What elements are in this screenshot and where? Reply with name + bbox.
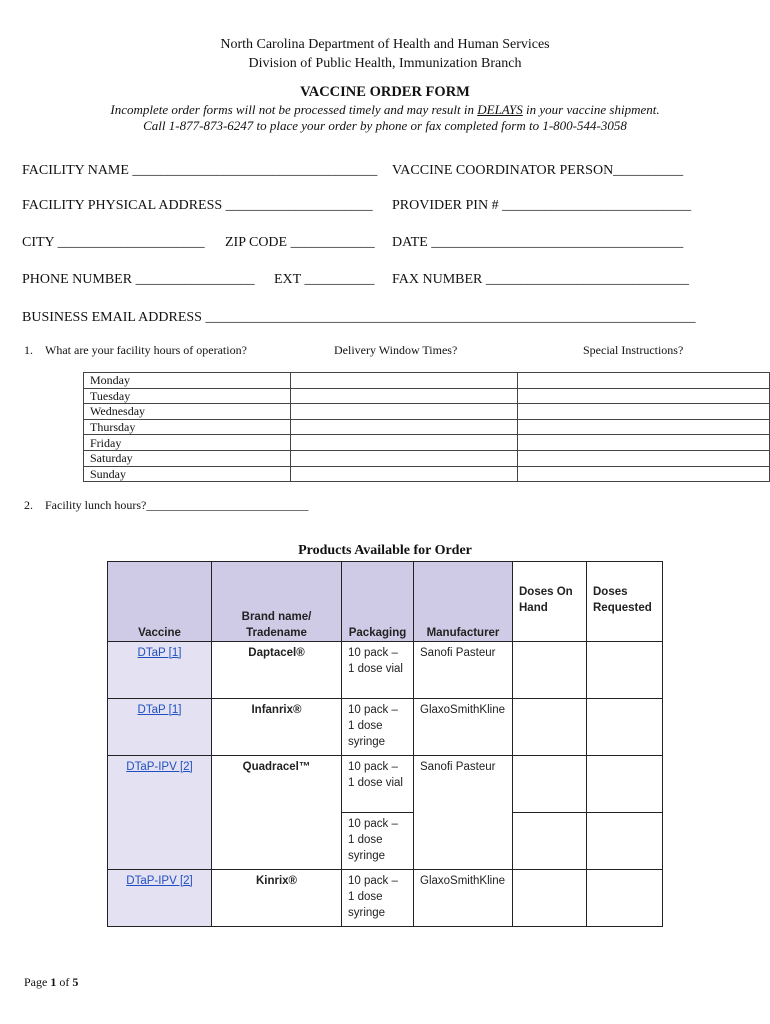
delays-emphasis: DELAYS (477, 102, 523, 117)
hours-table (83, 372, 770, 482)
hours-row (84, 450, 770, 466)
doses-requested-input[interactable] (587, 813, 663, 870)
current-page: 1 (50, 975, 57, 989)
vaccine-link[interactable]: DTaP [1] (137, 704, 182, 716)
table-row (108, 642, 663, 699)
physical-address-field[interactable]: FACILITY PHYSICAL ADDRESS _____________________ (22, 198, 373, 213)
page-indicator: Page 1 of 5 (24, 975, 79, 989)
day-label: Thursday (84, 419, 291, 435)
vaccine-cell (108, 870, 212, 927)
table-row (108, 870, 663, 927)
table-row (108, 756, 663, 813)
day-label: Tuesday (84, 388, 291, 404)
division-name: Division of Public Health, Immunization Branch (248, 56, 522, 71)
header-doses-on-hand: Doses On Hand (513, 562, 587, 642)
ext-field[interactable]: EXT __________ (274, 272, 375, 287)
header-vaccine: Vaccine (108, 562, 212, 642)
brand-cell: Quadracel™ (212, 756, 342, 870)
brand-cell: Infanrix® (212, 699, 342, 756)
manufacturer-cell: GlaxoSmithKline (414, 870, 513, 927)
date-field[interactable]: DATE ____________________________________ (392, 235, 684, 250)
doses-on-hand-input[interactable] (513, 870, 587, 927)
zip-code-field[interactable]: ZIP CODE ____________ (225, 235, 375, 250)
vaccine-link[interactable]: DTaP-IPV [2] (126, 875, 193, 887)
delivery-window-cell[interactable] (291, 450, 518, 466)
hours-row (84, 373, 770, 389)
hours-row (84, 404, 770, 420)
delivery-window-cell[interactable] (291, 466, 518, 482)
brand-cell: Daptacel® (212, 642, 342, 699)
delivery-window-cell[interactable] (291, 373, 518, 389)
doses-on-hand-input[interactable] (513, 642, 587, 699)
manufacturer-cell: GlaxoSmithKline (414, 699, 513, 756)
special-instructions-cell[interactable] (517, 373, 769, 389)
delivery-window-cell[interactable] (291, 404, 518, 420)
day-label: Sunday (84, 466, 291, 482)
doses-requested-input[interactable] (587, 699, 663, 756)
table-row (108, 699, 663, 756)
header-brand-name: Brand name/ Tradename (212, 562, 342, 642)
delay-notice: Incomplete order forms will not be processed timely and may result in DELAYS in your vaccine shipment. (110, 102, 660, 117)
special-instructions-cell[interactable] (517, 435, 769, 451)
lunch-hours-field[interactable]: Facility lunch hours?___________________________ (45, 498, 309, 512)
hours-row (84, 388, 770, 404)
special-instructions-cell[interactable] (517, 388, 769, 404)
special-instructions-cell[interactable] (517, 466, 769, 482)
packaging-cell: 10 pack – 1 dose vial (342, 642, 414, 699)
day-label: Wednesday (84, 404, 291, 420)
special-instructions-label: Special Instructions? (583, 343, 684, 357)
doses-requested-input[interactable] (587, 756, 663, 813)
vaccine-cell (108, 756, 212, 870)
facility-name-field[interactable]: FACILITY NAME ___________________________________ (22, 163, 378, 178)
special-instructions-cell[interactable] (517, 404, 769, 420)
hours-row (84, 419, 770, 435)
vaccine-link[interactable]: DTaP-IPV [2] (126, 761, 193, 773)
packaging-cell: 10 pack – 1 dose vial (342, 756, 414, 813)
question-1-number: 1. (24, 343, 33, 357)
header-packaging: Packaging (342, 562, 414, 642)
total-pages: 5 (72, 975, 79, 989)
vaccine-cell (108, 699, 212, 756)
packaging-cell: 10 pack – 1 dose syringe (342, 699, 414, 756)
doses-on-hand-input[interactable] (513, 756, 587, 813)
special-instructions-cell[interactable] (517, 419, 769, 435)
hours-row (84, 466, 770, 482)
form-title: VACCINE ORDER FORM (300, 84, 470, 100)
phone-number-field[interactable]: PHONE NUMBER _________________ (22, 272, 255, 287)
department-name: North Carolina Department of Health and Human Services (220, 37, 550, 52)
products-title: Products Available for Order (298, 543, 472, 558)
question-1-text: What are your facility hours of operation? (45, 343, 247, 357)
question-2-number: 2. (24, 498, 33, 512)
header-doses-requested: Doses Requested (587, 562, 663, 642)
manufacturer-cell: Sanofi Pasteur (414, 756, 513, 870)
delivery-window-cell[interactable] (291, 435, 518, 451)
day-label: Monday (84, 373, 291, 389)
day-label: Saturday (84, 450, 291, 466)
city-field[interactable]: CITY _____________________ (22, 235, 205, 250)
packaging-cell: 10 pack – 1 dose syringe (342, 813, 414, 870)
delivery-window-cell[interactable] (291, 419, 518, 435)
provider-pin-field[interactable]: PROVIDER PIN # ___________________________ (392, 198, 692, 213)
brand-cell: Kinrix® (212, 870, 342, 927)
business-email-field[interactable]: BUSINESS EMAIL ADDRESS ______________________________________________________________________ (22, 310, 696, 325)
manufacturer-cell: Sanofi Pasteur (414, 642, 513, 699)
delivery-window-label: Delivery Window Times? (334, 343, 458, 357)
header-manufacturer: Manufacturer (414, 562, 513, 642)
doses-on-hand-input[interactable] (513, 813, 587, 870)
delivery-window-cell[interactable] (291, 388, 518, 404)
day-label: Friday (84, 435, 291, 451)
vaccine-link[interactable]: DTaP [1] (137, 647, 182, 659)
call-instructions: Call 1-877-873-6247 to place your order by phone or fax completed form to 1-800-544-3058 (143, 118, 627, 133)
fax-number-field[interactable]: FAX NUMBER _____________________________ (392, 272, 689, 287)
special-instructions-cell[interactable] (517, 450, 769, 466)
doses-on-hand-input[interactable] (513, 699, 587, 756)
hours-row (84, 435, 770, 451)
doses-requested-input[interactable] (587, 870, 663, 927)
products-table (107, 561, 663, 927)
vaccine-coordinator-field[interactable]: VACCINE COORDINATOR PERSON__________ (392, 163, 684, 178)
packaging-cell: 10 pack – 1 dose syringe (342, 870, 414, 927)
doses-requested-input[interactable] (587, 642, 663, 699)
vaccine-cell (108, 642, 212, 699)
